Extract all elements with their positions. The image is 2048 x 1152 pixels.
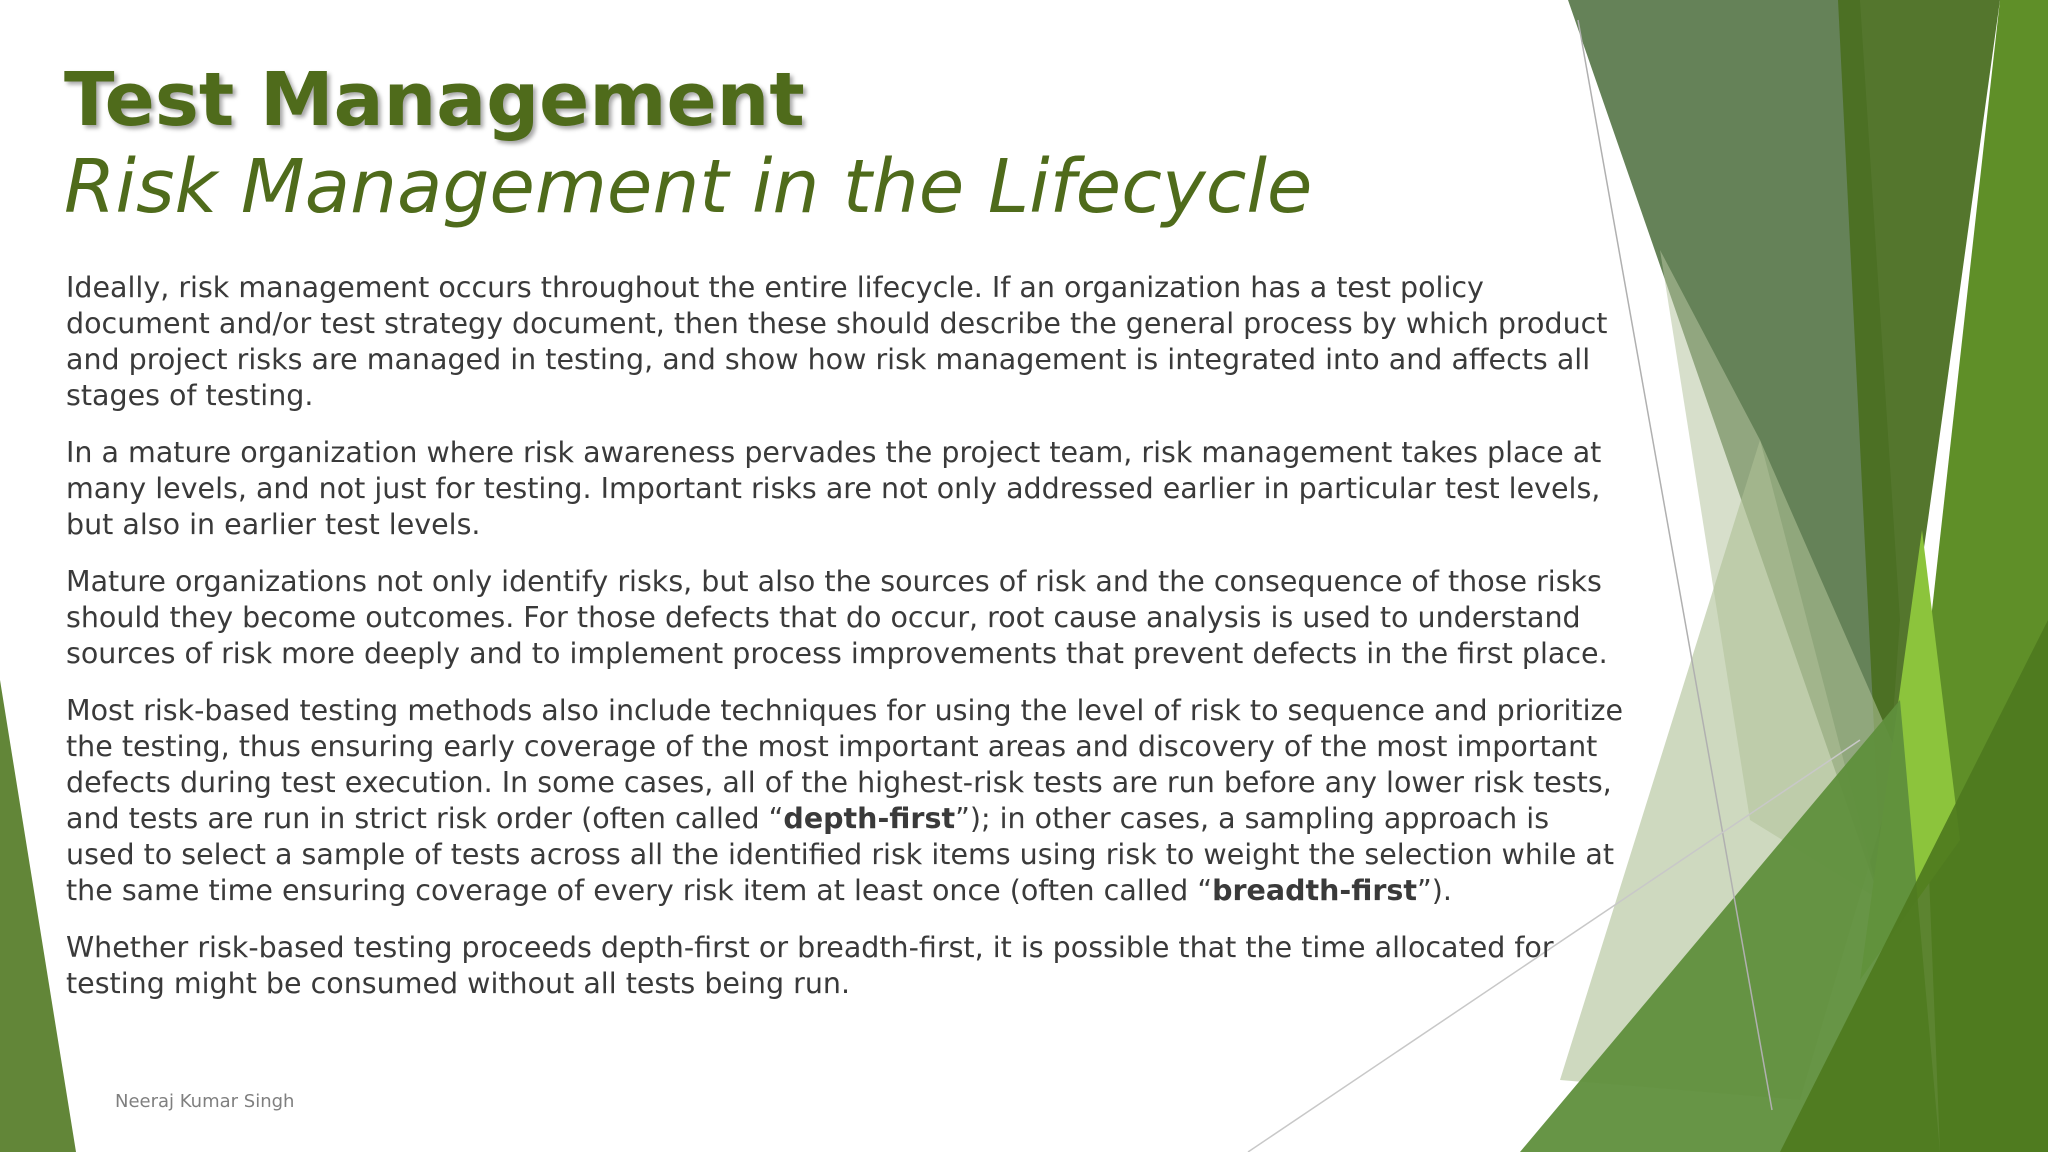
paragraph-3 [66,564,1626,672]
paragraph-text: Most risk-based testing methods also include techniques for using the level of risk to sequence and prioritize the testing, thus ensuring early coverage of the most important areas and discovery of the most important defects during test execution. In some cases, all of the highest-risk tests are run before any lower risk tests, and tests are run in strict risk order (often called “ [66,694,1624,835]
paragraph-1 [66,270,1626,414]
term-breadth-first: breadth-first [1212,874,1418,907]
paragraph-text: ”). [1417,874,1452,907]
paragraph-4 [66,693,1626,909]
slide-body [66,270,1626,1023]
paragraph-text: Ideally, risk management occurs throughout the entire lifecycle. If an organization has a test policy document and/or test strategy document, then these should describe the general process by which product and project risks are managed in testing, and show how risk management is integrated into and affects all stages of testing. [66,271,1608,412]
paragraph-2 [66,435,1626,543]
paragraph-text: Mature organizations not only identify risks, but also the sources of risk and the consequence of those risks should they become outcomes. For those defects that do occur, root cause analysis is used to understand sources of risk more deeply and to implement process improvements that prevent defects in the first place. [66,565,1608,670]
slide-subtitle: Risk Management in the Lifecycle [64,144,1313,230]
paragraph-5 [66,930,1626,1002]
slide-title: Test Management [64,57,805,143]
term-depth-first: depth-first [783,802,956,835]
left-green-sliver [0,680,76,1152]
paragraph-text: In a mature organization where risk awareness pervades the project team, risk management takes place at many levels, and not just for testing. Important risks are not only addressed earlier in particular test levels, but also in earlier test levels. [66,436,1602,541]
footer-author: Neeraj Kumar Singh [115,1091,295,1112]
paragraph-text: ”); in other cases, a sampling approach is used to select a sample of tests across all the identified risk items using risk to weight the selection while at the same time ensuring coverage of every risk item at least once (often called “ [66,802,1615,907]
paragraph-text: Whether risk-based testing proceeds depth-first or breadth-first, it is possible that the time allocated for testing might be consumed without all tests being run. [66,931,1554,1000]
